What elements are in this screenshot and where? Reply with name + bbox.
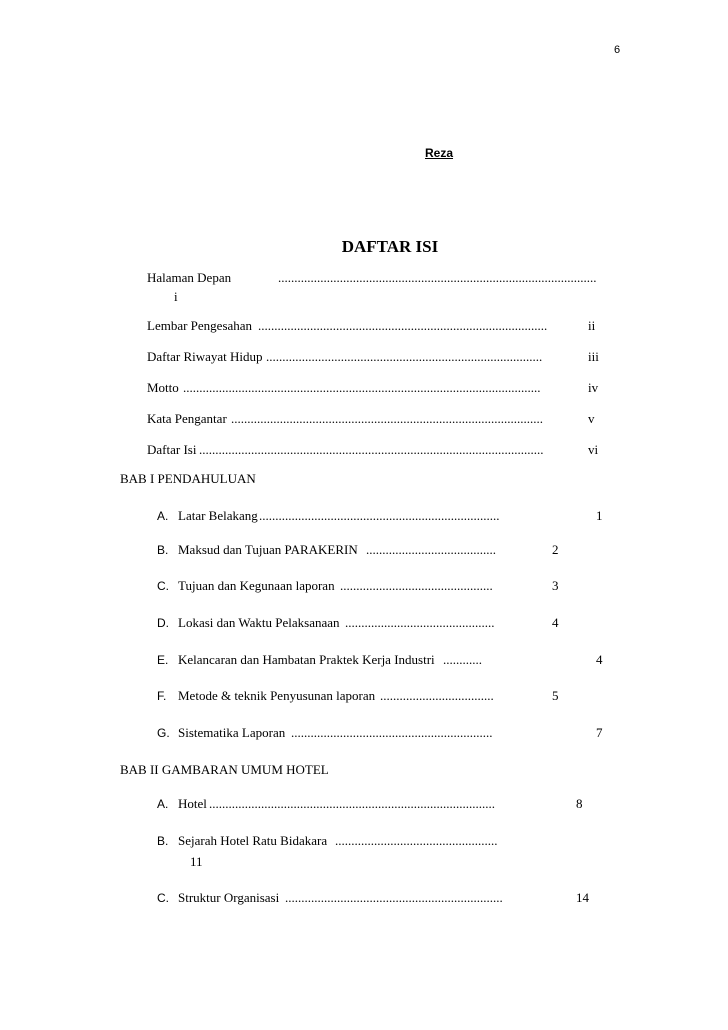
chapter-heading: BAB I PENDAHULUAN xyxy=(120,471,256,486)
toc-item-page: 8 xyxy=(576,796,583,811)
toc-item-letter: E. xyxy=(157,653,169,667)
toc-item-dots: ................................... xyxy=(380,688,494,703)
toc-item-letter: A. xyxy=(157,797,169,811)
toc-page-cover: i xyxy=(174,289,178,304)
chapter-heading: BAB II GAMBARAN UMUM HOTEL xyxy=(120,762,329,777)
toc-item-letter: B. xyxy=(157,543,169,557)
toc-page-approval: ii xyxy=(588,318,596,333)
toc-item-page: 7 xyxy=(596,725,603,740)
toc-item-page: 11 xyxy=(190,854,203,869)
toc-item-label: Sejarah Hotel Ratu Bidakara xyxy=(178,833,328,848)
toc-item-page: 14 xyxy=(576,890,589,905)
toc-item-dots: ........................................................................................ xyxy=(209,796,495,811)
toc-item-dots: .............................................................. xyxy=(291,725,493,740)
toc-item-letter: A. xyxy=(157,509,169,523)
toc-item-dots: ............ xyxy=(443,652,482,667)
toc-item-label: Kelancaran dan Hambatan Praktek Kerja Industri xyxy=(178,652,435,667)
toc-item-letter: G. xyxy=(157,726,170,740)
toc-item-label: Metode & teknik Penyusunan laporan xyxy=(178,688,376,703)
toc-label-approval: Lembar Pengesahan xyxy=(147,318,253,333)
toc-item-dots: .............................................. xyxy=(345,615,495,630)
toc-label-preface: Kata Pengantar xyxy=(147,411,227,426)
page-title: DAFTAR ISI xyxy=(341,237,439,256)
toc-page-preface: v xyxy=(588,411,595,426)
toc-item-dots: ................................................................... xyxy=(285,890,503,905)
toc-item-dots: .......................................................................... xyxy=(259,508,500,523)
toc-item-label: Struktur Organisasi xyxy=(178,890,280,905)
toc-dots-cover: .................................................................................................. xyxy=(278,270,597,285)
toc-item-page: 2 xyxy=(552,542,559,557)
toc-item-label: Tujuan dan Kegunaan laporan xyxy=(178,578,335,593)
toc-item-dots: ........................................ xyxy=(366,542,496,557)
toc-page-biography: iii xyxy=(588,349,599,364)
toc-item-label: Lokasi dan Waktu Pelaksanaan xyxy=(178,615,340,630)
toc-item-label: Sistematika Laporan xyxy=(178,725,286,740)
toc-item-letter: C. xyxy=(157,891,169,905)
toc-dots-motto: .............................................................................................................. xyxy=(183,380,541,395)
toc-item-letter: C. xyxy=(157,579,169,593)
toc-dots-approval: ......................................................................................... xyxy=(258,318,548,333)
toc-item-page: 3 xyxy=(552,578,559,593)
toc-dots-preface: ................................................................................................ xyxy=(231,411,543,426)
toc-item-label: Latar Belakang xyxy=(178,508,258,523)
toc-label-contents: Daftar Isi xyxy=(147,442,197,457)
toc-item-label: Hotel xyxy=(178,796,207,811)
toc-dots-biography: ..................................................................................... xyxy=(266,349,543,364)
toc-page-contents: vi xyxy=(588,442,599,457)
toc-page-motto: iv xyxy=(588,380,599,395)
toc-label-motto: Motto xyxy=(147,380,179,395)
toc-label-cover: Halaman Depan xyxy=(147,270,232,285)
author-name: Reza xyxy=(425,146,454,160)
toc-item-page: 5 xyxy=(552,688,559,703)
toc-item-letter: B. xyxy=(157,834,169,848)
toc-item-page: 1 xyxy=(596,508,603,523)
toc-item-dots: .................................................. xyxy=(335,833,498,848)
toc-item-dots: ............................................... xyxy=(340,578,493,593)
toc-label-biography: Daftar Riwayat Hidup xyxy=(147,349,263,364)
page-number: 6 xyxy=(614,44,621,56)
toc-item-page: 4 xyxy=(596,652,603,667)
toc-item-page: 4 xyxy=(552,615,559,630)
toc-item-letter: F. xyxy=(157,689,167,703)
toc-item-label: Maksud dan Tujuan PARAKERIN xyxy=(178,542,358,557)
toc-dots-contents: .......................................................................................................... xyxy=(199,442,544,457)
toc-item-letter: D. xyxy=(157,616,169,630)
